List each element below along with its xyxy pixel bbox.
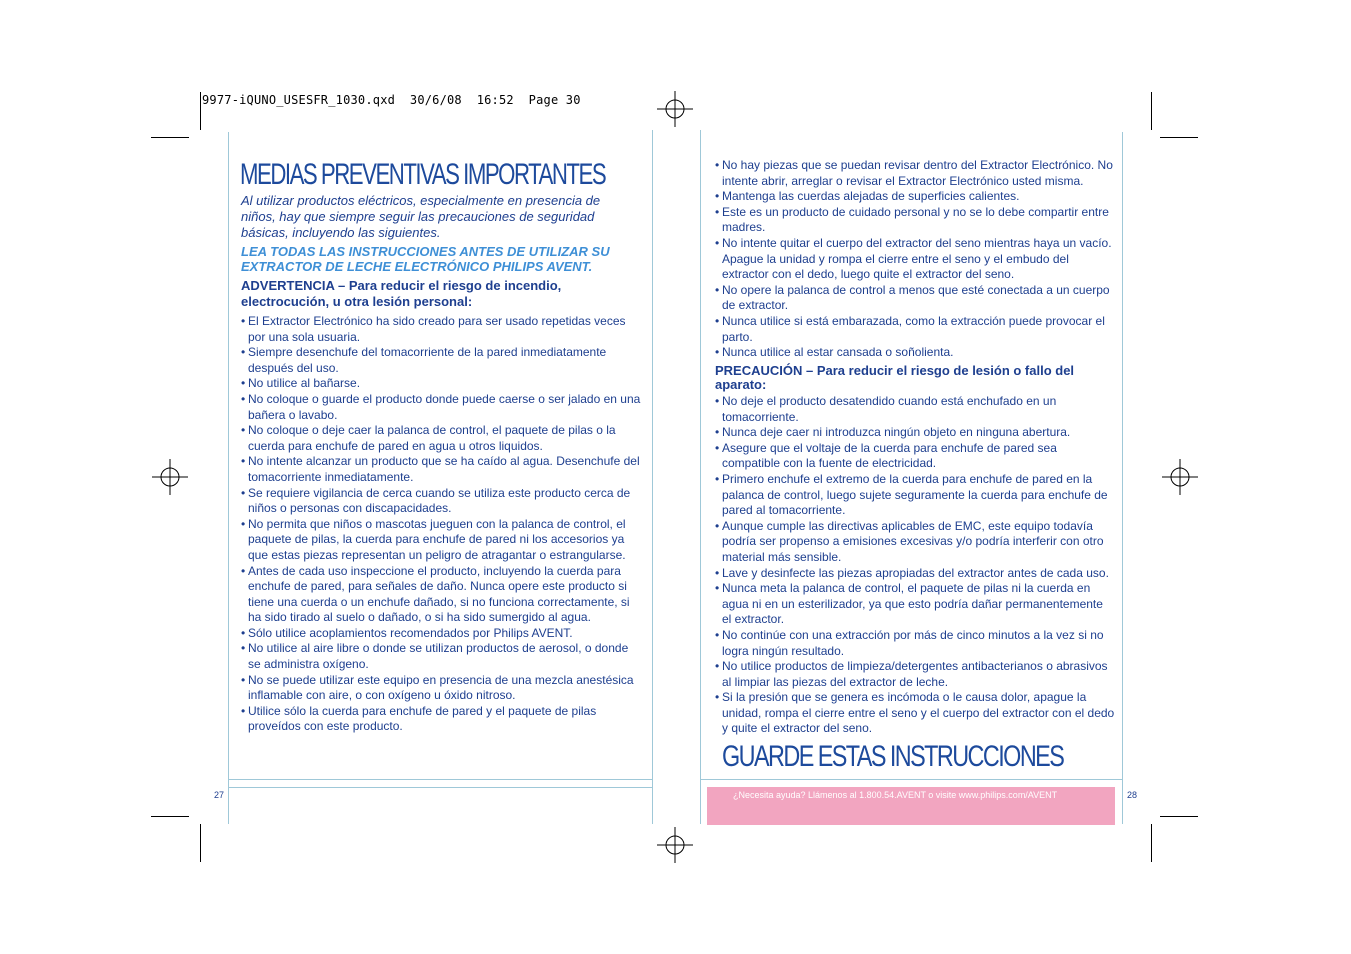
registration-mark-right [1162,459,1198,495]
caution-list [715,394,1115,737]
list-item: • No intente alcanzar un producto que se ha caído al agua. Desenchufe del tomacorriente inmediatamente. [241,454,643,485]
save-instructions-title: GUARDE ESTAS INSTRUCCIONES [722,740,1064,773]
safety-list-top [715,158,1115,361]
left-page-title: MEDIAS PREVENTIVAS IMPORTANTES [240,158,606,191]
list-item: • No utilice al aire libre o donde se utilizan productos de aerosol, o donde se administra oxígeno. [241,641,643,672]
list-item: • No utilice productos de limpieza/detergentes antibacterianos o abrasivos al limpiar las piezas del extractor de leche. [715,659,1115,690]
list-item: • Aunque cumple las directivas aplicables de EMC, este equipo todavía podría ser propenso a emisiones excesivas y/o podría interferir con otro material más sensible. [715,519,1115,566]
list-item: • Nunca deje caer ni introduzca ningún objeto en ninguna abertura. [715,425,1115,441]
list-item: • Nunca utilice al estar cansada o soñolienta. [715,345,1115,361]
list-item: • Asegure que el voltaje de la cuerda para enchufe de pared sea compatible con la fuente de electricidad. [715,441,1115,472]
list-item: • Utilice sólo la cuerda para enchufe de pared y el paquete de pilas proveídos con este producto. [241,704,643,735]
list-item: • Siempre desenchufe del tomacorriente de la pared inmediatamente después del uso. [241,345,643,376]
list-item: • No hay piezas que se puedan revisar dentro del Extractor Electrónico. No intente abrir, arreglar o revisar el Extractor Electrónico usted misma. [715,158,1115,189]
left-page-number: 27 [214,790,225,800]
list-item: • Sólo utilice acoplamientos recomendados por Philips AVENT. [241,626,643,642]
list-item: • No opere la palanca de control a menos que esté conectada a un cuerpo de extractor. [715,283,1115,314]
list-item: • Si la presión que se genera es incómoda o le causa dolor, apague la unidad, rompa el cierre entre el seno y el cuerpo del extractor con el dedo y quite el extractor del seno. [715,690,1115,737]
list-item: • Este es un producto de cuidado personal y no se lo debe compartir entre madres. [715,205,1115,236]
list-item: • Mantenga las cuerdas alejadas de superficies calientes. [715,189,1115,205]
list-item: • No permita que niños o mascotas jueguen con la palanca de control, el paquete de pilas, la cuerda para enchufe de pared ni los accesorios ya que estas piezas representan un peligro de atragantar o estrangularse. [241,517,643,564]
list-item: • Se requiere vigilancia de cerca cuando se utiliza este producto cerca de niños o personas con discapacidades. [241,486,643,517]
read-all-instructions: LEA TODAS LAS INSTRUCCIONES ANTES DE UTILIZAR SU EXTRACTOR DE LECHE ELECTRÓNICO PHILIPS AVENT. [241,244,610,274]
list-item: • Primero enchufe el extremo de la cuerda para enchufe de pared en la palanca de control, luego sujete seguramente la cuerda para enchufe de pared al tomacorriente. [715,472,1115,519]
registration-mark-top [657,91,693,127]
list-item: • Antes de cada uso inspeccione el producto, incluyendo la cuerda para enchufe de pared, para señales de daño. Nunca opere este producto si tiene una cuerda o un enchufe dañado, si no funciona correctamente, si ha sido tirado al suelo o dañado, o si ha sido sumergido al agua. [241,564,643,626]
list-item: • No intente quitar el cuerpo del extractor del seno mientras haya un vacío. Apague la unidad y rompa el cierre entre el seno y el embudo del extractor con el dedo, luego quite el extractor del seno. [715,236,1115,283]
warning-heading: ADVERTENCIA – Para reducir el riesgo de incendio, electrocución, u otra lesión personal: [241,278,562,309]
list-item: • Lave y desinfecte las piezas apropiadas del extractor antes de cada uso. [715,566,1115,582]
right-page-number: 28 [1127,790,1138,800]
warning-list [241,314,643,735]
registration-mark-bottom [657,827,693,863]
list-item: • No deje el producto desatendido cuando está enchufado en un tomacorriente. [715,394,1115,425]
list-item: • El Extractor Electrónico ha sido creado para ser usado repetidas veces por una sola usuaria. [241,314,643,345]
list-item: • No se puede utilizar este equipo en presencia de una mezcla anestésica inflamable con aire, o con oxígeno u óxido nitroso. [241,673,643,704]
caution-heading: PRECAUCIÓN – Para reducir el riesgo de lesión o fallo del aparato: [715,363,1075,392]
list-item: • No utilice al bañarse. [241,376,643,392]
list-item: • No coloque o guarde el producto donde puede caerse o ser jalado en una bañera o lavabo. [241,392,643,423]
list-item: • Nunca meta la palanca de control, el paquete de pilas ni la cuerda en agua ni en un esterilizador, ya que esto podría dañar permanentemente el extractor. [715,581,1115,628]
intro-paragraph: Al utilizar productos eléctricos, especialmente en presencia de niños, hay que siempre seguir las precauciones de seguridad básicas, incluyendo las siguientes. [241,193,601,240]
print-slug-line: 9977-iQUNO_USESFR_1030.qxd 30/6/08 16:52 Page 30 [202,93,581,107]
list-item: • No coloque o deje caer la palanca de control, el paquete de pilas o la cuerda para enchufe de pared en agua u otros liquidos. [241,423,643,454]
registration-mark-left [152,459,188,495]
list-item: • No continúe con una extracción por más de cinco minutos a la vez si no logra ningún resultado. [715,628,1115,659]
list-item: • Nunca utilice si está embarazada, como la extracción puede provocar el parto. [715,314,1115,345]
help-text: ¿Necesita ayuda? Llámenos al 1.800.54.AVENT o visite www.philips.com/AVENT [733,790,1058,800]
